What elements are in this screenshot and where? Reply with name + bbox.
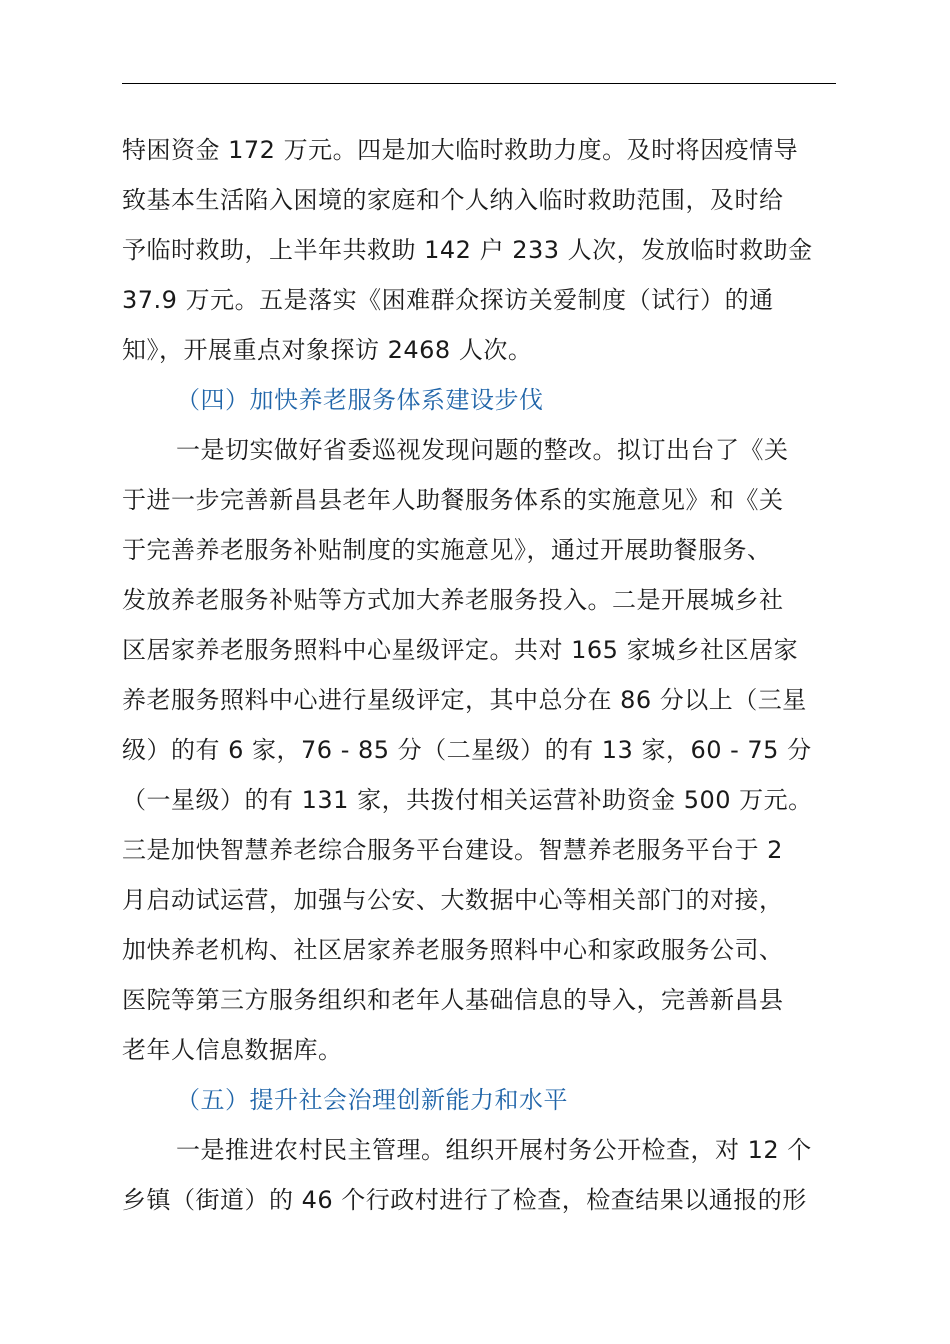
paragraph-line: 发放养老服务补贴等方式加大养老服务投入。二是开展城乡社 xyxy=(122,586,784,614)
paragraph-line: 月启动试运营，加强与公安、大数据中心等相关部门的对接， xyxy=(122,886,784,914)
paragraph-line: 于完善养老服务补贴制度的实施意见》，通过开展助餐服务、 xyxy=(122,536,772,564)
paragraph-line: 医院等第三方服务组织和老年人基础信息的导入，完善新昌县 xyxy=(122,986,784,1014)
section-heading-4: （四）加快养老服务体系建设步伐 xyxy=(176,386,544,414)
paragraph-line: 级）的有 6 家，76 - 85 分（二星级）的有 13 家，60 - 75 分 xyxy=(122,736,812,764)
paragraph-line: 予临时救助，上半年共救助 142 户 233 人次，发放临时救助金 xyxy=(122,236,813,264)
paragraph-line: 老年人信息数据库。 xyxy=(122,1036,343,1064)
paragraph-line: 于进一步完善新昌县老年人助餐服务体系的实施意见》和《关 xyxy=(122,486,784,514)
paragraph-line: 区居家养老服务照料中心星级评定。共对 165 家城乡社区居家 xyxy=(122,636,799,664)
paragraph-line: 乡镇（街道）的 46 个行政村进行了检查，检查结果以通报的形 xyxy=(122,1186,807,1214)
paragraph-line: 特困资金 172 万元。四是加大临时救助力度。及时将因疫情导 xyxy=(122,136,799,164)
paragraph-line: （一星级）的有 131 家，共拨付相关运营补助资金 500 万元。 xyxy=(122,786,813,814)
paragraph-line: 一是推进农村民主管理。组织开展村务公开检查，对 12 个 xyxy=(176,1136,812,1164)
paragraph-line: 三是加快智慧养老综合服务平台建设。智慧养老服务平台于 2 xyxy=(122,836,783,864)
section-heading-5: （五）提升社会治理创新能力和水平 xyxy=(176,1086,568,1114)
paragraph-line: 养老服务照料中心进行星级评定，其中总分在 86 分以上（三星 xyxy=(122,686,807,714)
paragraph-line: 加快养老机构、社区居家养老服务照料中心和家政服务公司、 xyxy=(122,936,784,964)
header-rule xyxy=(122,83,836,84)
paragraph-line: 37.9 万元。五是落实《困难群众探访关爱制度（试行）的通 xyxy=(122,286,774,314)
paragraph-line: 知》，开展重点对象探访 2468 人次。 xyxy=(122,336,533,364)
paragraph-line: 一是切实做好省委巡视发现问题的整改。拟订出台了《关 xyxy=(176,436,789,464)
paragraph-line: 致基本生活陷入困境的家庭和个人纳入临时救助范围，及时给 xyxy=(122,186,784,214)
